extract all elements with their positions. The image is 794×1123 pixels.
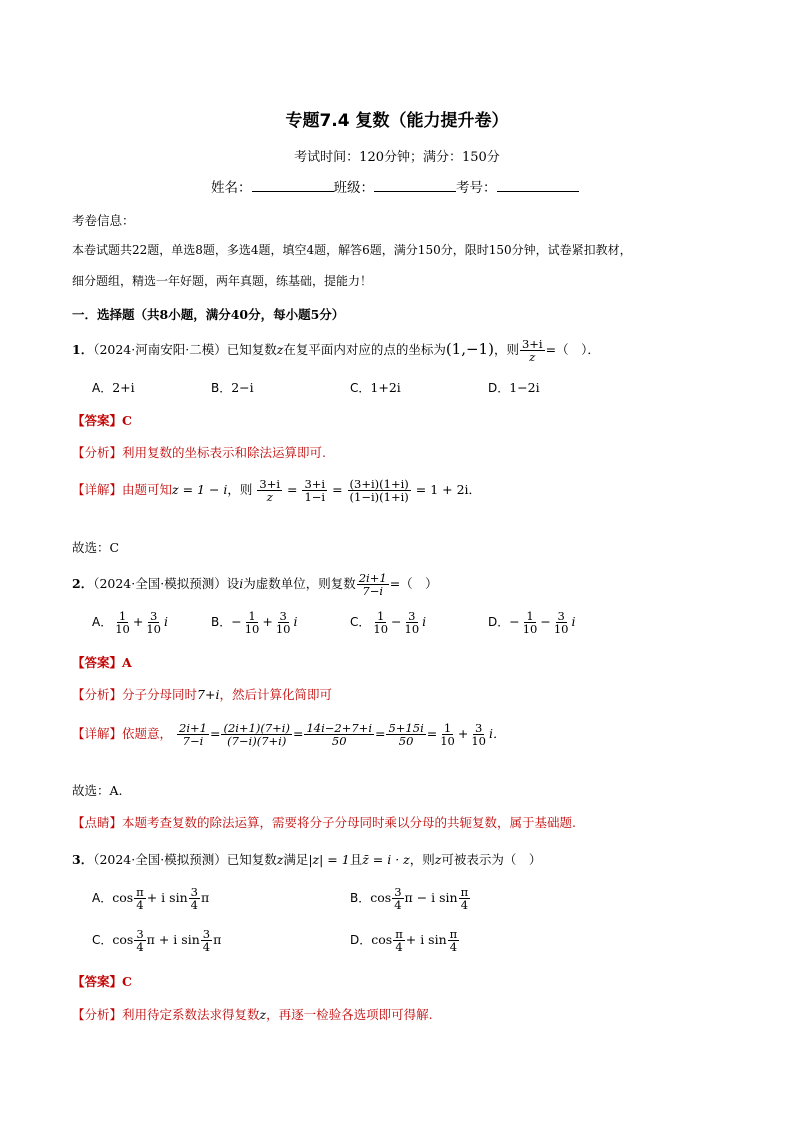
name-row (211, 176, 579, 196)
q2-option-a[interactable]: A． $\frac{1}{10}$ + $\frac{3}{10}$ i (92, 609, 168, 637)
q1-stem-d: =（ ）． (545, 342, 600, 358)
q1-stem-b: 在复平面内对应的点的坐标为 (283, 342, 446, 358)
q1-frac-den: z (529, 350, 536, 365)
q1-detail: 【详解】由题可知z = 1 − i，则 $\frac{3+i}{z}$ = $\frac{3+i}{1-i}$ = $\frac{(3+i)(1+i)}{(1-i)(1+i)}$ = 1 + 2i． (72, 477, 482, 505)
q1-z: z (276, 342, 284, 358)
q3-answer: 【答案】C (72, 974, 132, 989)
q1-coord: (1,−1) (445, 340, 494, 359)
q1-choose: 故选：C (72, 540, 120, 555)
q3-option-b[interactable]: B．cos $\frac{3}{4}$ π − i sin $\frac{\pi}{4}$ (350, 885, 469, 913)
id-blank (497, 179, 579, 192)
name-blank (252, 179, 334, 192)
q2-remark: 【点睛】本题考查复数的除法运算，需要将分子分母同时乘以分母的共轭复数，属于基础题. (72, 815, 576, 830)
q1-option-b[interactable]: B．2−i (211, 380, 254, 395)
q2-analysis: 【分析】分子分母同时7+i，然后计算化简即可 (72, 687, 332, 702)
q1-stem-c: ，则 (493, 342, 519, 358)
q1-frac-num: 3+i (521, 337, 543, 351)
id-label: 考号： (456, 180, 497, 196)
q2-option-b[interactable]: B．− $\frac{1}{10}$ + $\frac{3}{10}$ i (211, 609, 298, 637)
q1-answer: 【答案】C (72, 413, 132, 428)
info-heading: 考卷信息： (72, 213, 135, 228)
q1-option-c[interactable]: C．1+2i (350, 380, 401, 395)
question-1-stem (72, 338, 600, 363)
q1-fraction (520, 338, 545, 363)
q2-option-c[interactable]: C． $\frac{1}{10}$ − $\frac{3}{10}$ i (350, 609, 427, 637)
q3-option-a[interactable]: A．cos $\frac{\pi}{4}$ + i sin $\frac{3}{4}$ π (92, 885, 210, 913)
info-line-1: 本卷试题共22题，单选8题，多选4题，填空4题，解答6题，满分150分，限时150分钟，试卷紧扣教材， (72, 243, 632, 257)
q2-choose: 故选：A. (72, 783, 123, 798)
q1-option-a[interactable]: A．2+i (92, 380, 135, 395)
q3-option-d[interactable]: D．cos $\frac{\pi}{4}$ + i sin $\frac{\pi}{4}$ (350, 927, 458, 955)
q2-answer: 【答案】A (72, 655, 132, 670)
section-heading: 一．选择题（共8小题，满分40分，每小题5分） (72, 307, 345, 322)
q1-stem-a: （2024·河南安阳·二模）已知复数 (93, 342, 277, 358)
q2-detail: 【详解】依题意， $\frac{2i+1}{7-i}$ = $\frac{(2i+1)(7+i)}{(7-i)(7+i)}$ = $\frac{14i-2+7+i}{50}$ = $\frac{5+15i}{50}$ = $\frac{1}{10}$ + $\frac{3}{10}$ i． (72, 721, 506, 749)
info-line-2: 细分题组，精选一年好题，两年真题，练基础，提能力！ (72, 274, 373, 288)
q2-option-d[interactable]: D．− $\frac{1}{10}$ − $\frac{3}{10}$ i (488, 609, 576, 637)
q3-analysis: 【分析】利用待定系数法求得复数z，再逐一检验各选项即可得解. (72, 1007, 433, 1022)
q1-option-d[interactable]: D．1−2i (488, 380, 540, 395)
page-title: 专题7.4 复数（能力提升卷） (285, 111, 509, 131)
question-2-stem: 2．（2024·全国·模拟预测）设i为虚数单位，则复数 $\frac{2i+1}{7-i}$ =（ ） (72, 571, 438, 599)
name-label: 姓名： (211, 180, 252, 196)
class-blank (374, 179, 456, 192)
question-3-stem: 3．（2024·全国·模拟预测）已知复数z满足|z| = 1且z̄ = i · z，则z可被表示为（ ） (72, 852, 542, 867)
q1-analysis: 【分析】利用复数的坐标表示和除法运算即可. (72, 445, 326, 460)
class-label: 班级： (333, 180, 374, 196)
exam-time-line: 考试时间：120分钟；满分：150分 (294, 150, 500, 165)
q3-option-c[interactable]: C．cos $\frac{3}{4}$ π + i sin $\frac{3}{4}$ π (92, 927, 222, 955)
q1-number: 1． (72, 342, 94, 358)
